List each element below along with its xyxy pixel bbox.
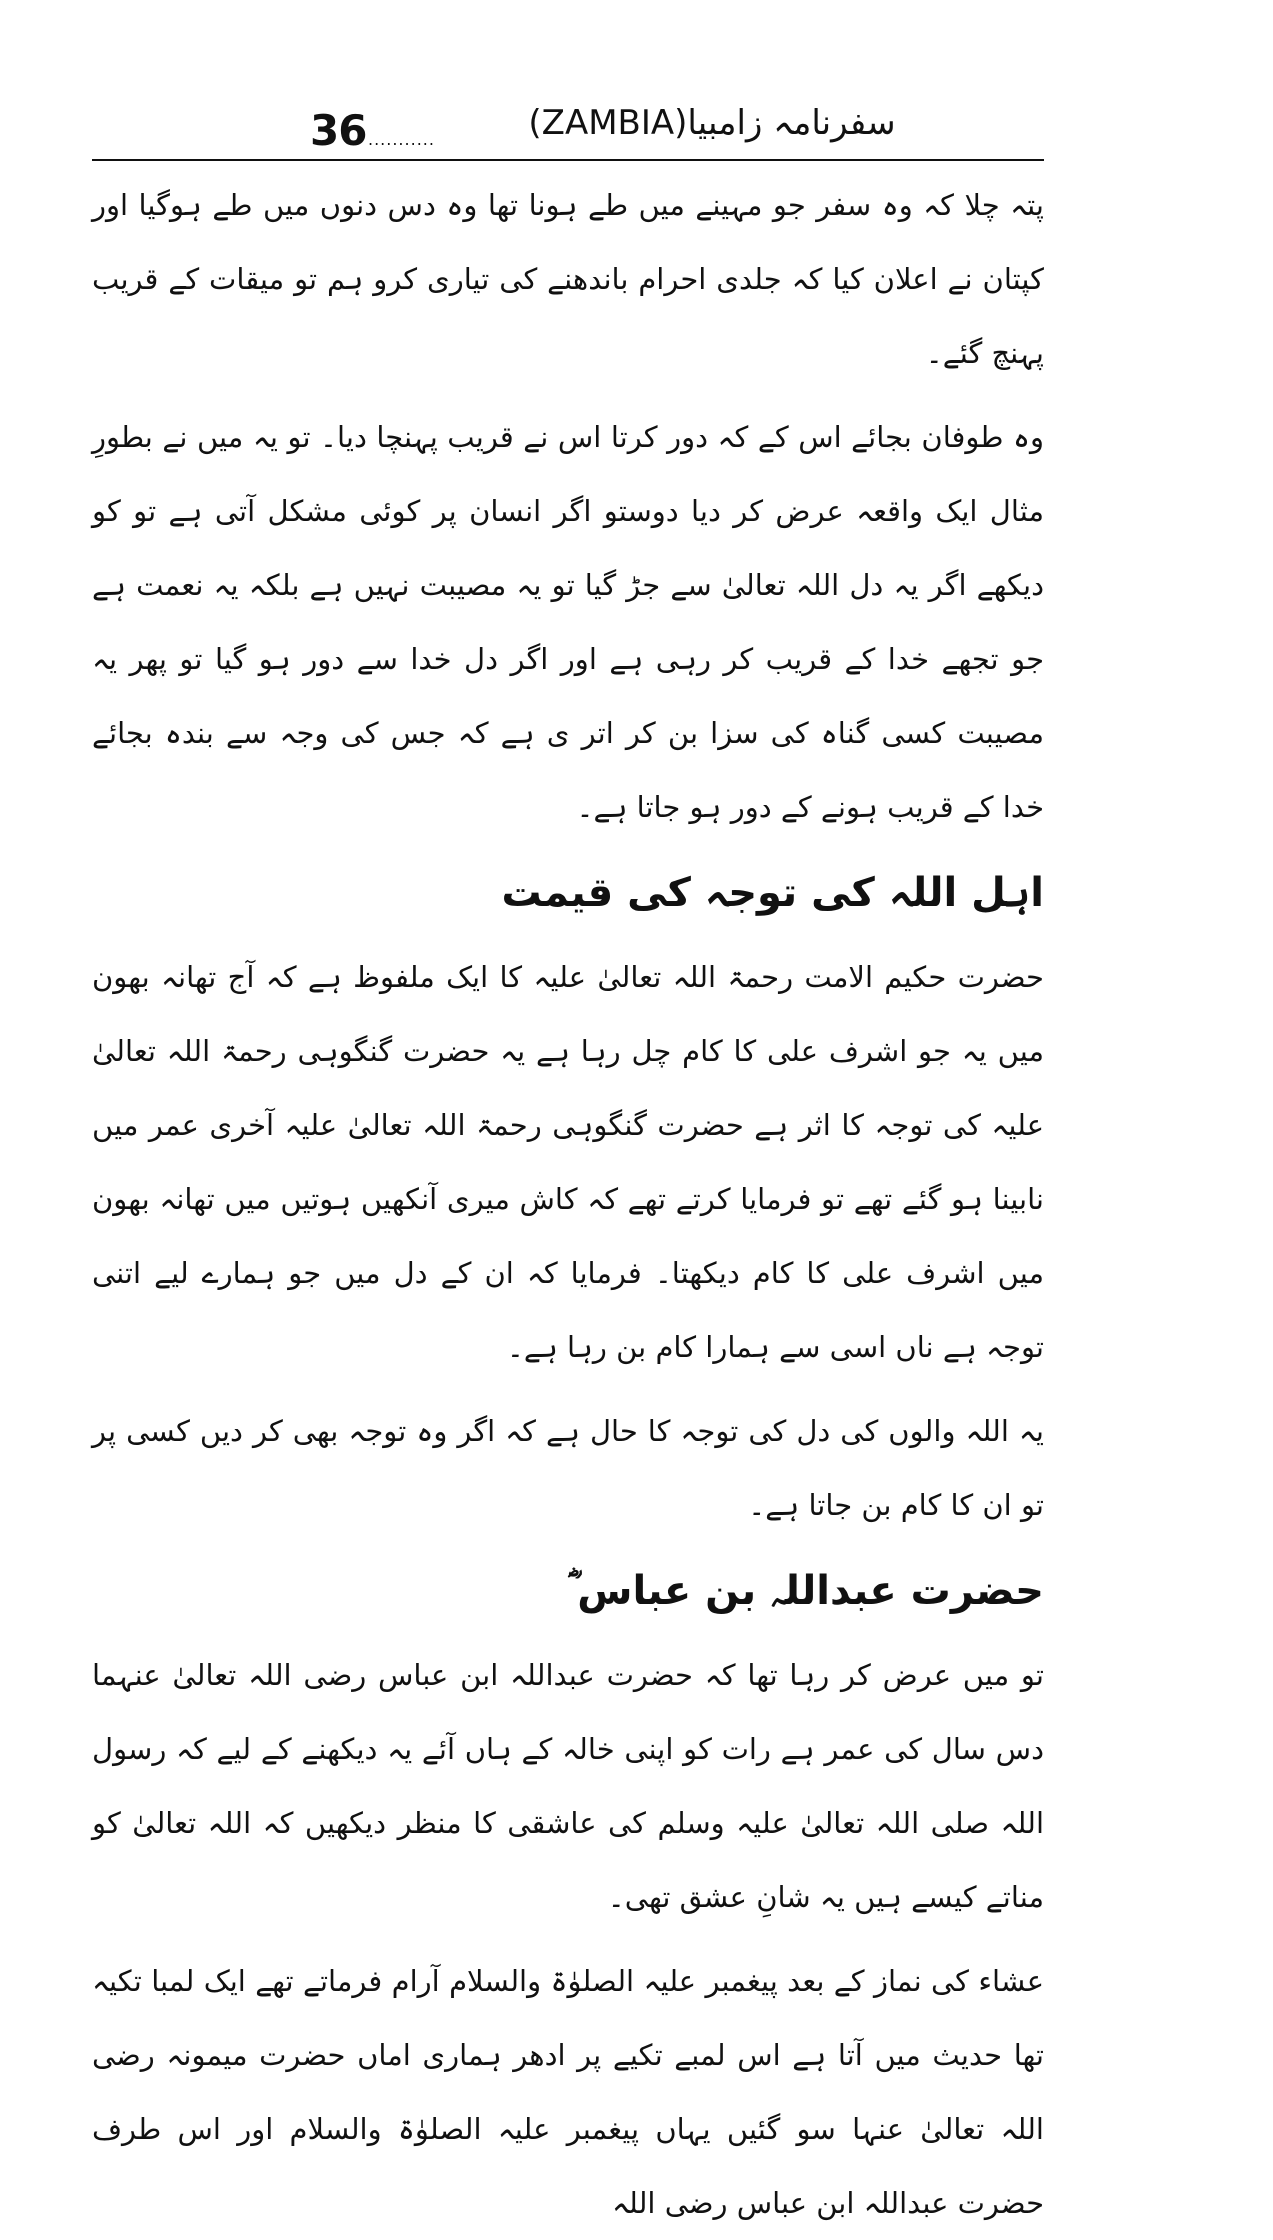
section-heading: اہل اللہ کی توجہ کی قیمت <box>501 870 1044 916</box>
paragraph: پتہ چلا کہ وہ سفر جو مہینے میں طے ہونا تھا وہ دس دنوں میں طے ہوگیا اور کپتان نے اعلان کیا کہ جلدی احرام باندھنے کی تیاری کرو ہم تو میقات کے قریب پہنچ گئے۔ <box>92 188 1044 370</box>
paragraph: وہ طوفان بجائے اس کے کہ دور کرتا اس نے قریب پہنچا دیا۔ تو یہ میں نے بطورِ مثال ایک واقعہ عرض کر دیا دوستو اگر انسان پر کوئی مشکل آتی ہے تو کو دیکھے اگر یہ دل اللہ تعالیٰ سے جڑ گیا تو یہ مصیبت نہیں ہے بلکہ یہ نعمت ہے جو تجھے خدا کے قریب کر رہی ہے اور اگر دل خدا سے دور ہو گیا تو پھر یہ مصیبت کسی گناہ کی سزا بن کر اتر ی ہے کہ جس کی وجہ سے بندہ بجائے خدا کے قریب ہونے کے دور ہو جاتا ہے۔ <box>92 420 1044 824</box>
paragraph: عشاء کی نماز کے بعد پیغمبر علیہ الصلوٰۃ والسلام آرام فرماتے تھے ایک لمبا تکیہ تھا حدیث میں آتا ہے اس لمبے تکیے پر ادھر ہماری اماں حضرت میمونہ رضی اللہ تعالیٰ عنہا سو گئیں یہاں پیغمبر علیہ الصلوٰۃ والسلام اور اس طرف حضرت عبداللہ ابن عباس رضی اللہ <box>92 1964 1044 2220</box>
book-title: سفرنامہ زامبیا(ZAMBIA) <box>528 103 896 143</box>
paragraph: تو میں عرض کر رہا تھا کہ حضرت عبداللہ ابن عباس رضی اللہ تعالیٰ عنہما دس سال کی عمر ہے رات کو اپنی خالہ کے ہاں آئے یہ دیکھنے کے لیے کہ رسول اللہ صلی اللہ تعالیٰ علیہ وسلم کی عاشقی کا منظر دیکھیں کہ اللہ تعالیٰ کو مناتے کیسے ہیں یہ شانِ عشق تھی۔ <box>92 1658 1044 1914</box>
header-leader-dots: ........... <box>368 130 435 149</box>
header-divider <box>92 159 1044 161</box>
section-heading: حضرت عبداللہ بن عباس ؓ <box>567 1568 1044 1614</box>
paragraph: حضرت حکیم الامت رحمۃ اللہ تعالیٰ علیہ کا ایک ملفوظ ہے کہ آج تھانہ بھون میں یہ جو اشرف علی کا کام چل رہا ہے یہ حضرت گنگوہی رحمۃ اللہ تعالیٰ علیہ کی توجہ کا اثر ہے حضرت گنگوہی رحمۃ اللہ تعالیٰ علیہ آخری عمر میں نابینا ہو گئے تھے تو فرمایا کرتے تھے کہ کاش میری آنکھیں ہوتیں میں تھانہ بھون میں اشرف علی کا کام دیکھتا۔ فرمایا کہ ان کے دل میں جو ہمارے لیے اتنی توجہ ہے ناں اسی سے ہمارا کام بن رہا ہے۔ <box>92 960 1045 1364</box>
page-body <box>92 168 1045 2220</box>
paragraph: یہ اللہ والوں کی دل کی توجہ کا حال ہے کہ اگر وہ توجہ بھی کر دیں کسی پر تو ان کا کام بن جاتا ہے۔ <box>92 1414 1044 1522</box>
running-header <box>92 100 1044 160</box>
page-number: 36 <box>310 106 367 155</box>
